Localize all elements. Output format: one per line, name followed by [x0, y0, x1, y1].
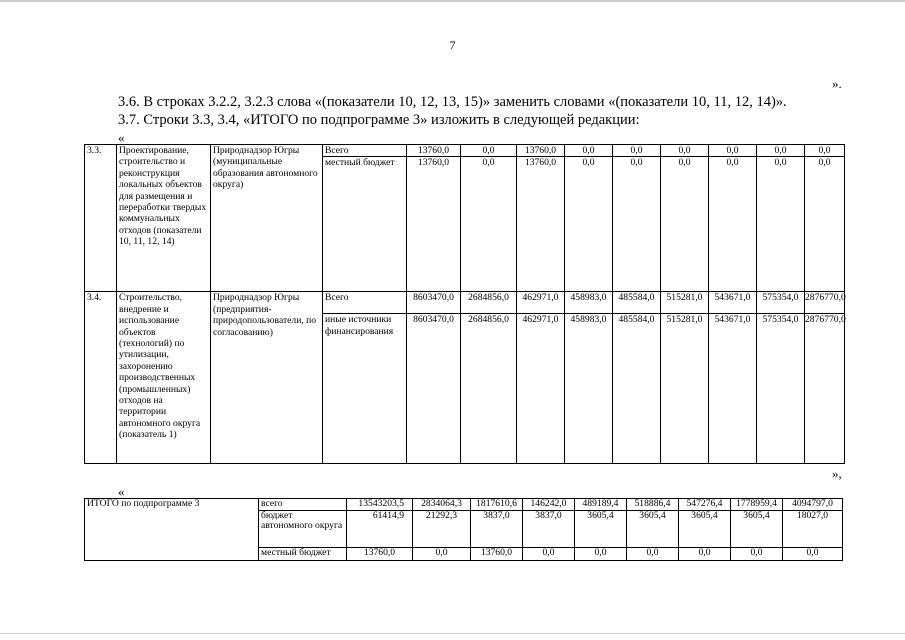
value-cell: 489189,4	[575, 499, 627, 511]
value-cell: 458983,0	[565, 292, 613, 314]
measure-name: Строительство, внедрение и использование объектов (технологий) по утилизации, захоронению производственных (промышленных) отходов на территории автономного округа (показатель 1)	[117, 292, 211, 464]
value-cell: 543671,0	[709, 314, 757, 464]
funding-source: иные источники финансирования	[323, 314, 407, 464]
value-cell: 515281,0	[661, 292, 709, 314]
value-cell: 2876770,0	[805, 292, 845, 314]
value-cell: 3837,0	[471, 510, 523, 547]
value-cell: 2684856,0	[461, 314, 517, 464]
value-cell: 2876770,0	[805, 314, 845, 464]
opening-quote: «	[118, 130, 125, 145]
table-row	[85, 499, 843, 511]
funding-source: Всего	[323, 292, 407, 314]
value-cell: 575354,0	[757, 292, 805, 314]
value-cell: 575354,0	[757, 314, 805, 464]
value-cell: 13760,0	[347, 547, 413, 560]
funding-source: местный бюджет	[259, 547, 347, 560]
value-cell: 3605,4	[679, 510, 731, 547]
value-cell: 485584,0	[613, 314, 661, 464]
value-cell: 0,0	[661, 157, 709, 292]
paragraph-3-7: 3.7. Строки 3.3, 3.4, «ИТОГО по подпрограмме 3» изложить в следующей редакции:	[118, 112, 640, 128]
table-subprogram-3-total	[84, 498, 843, 561]
table-row	[85, 145, 845, 157]
value-cell: 13760,0	[517, 157, 565, 292]
measure-name: Проектирование, строительство и реконструкция локальных объектов для размещения и переработки твердых коммунальных отходов (показатели 10, 11, 12, 14)	[117, 145, 211, 292]
value-cell: 0,0	[709, 157, 757, 292]
closing-quote: ».	[832, 76, 842, 91]
subprogram-total-title: ИТОГО по подпрограмме 3	[85, 499, 259, 561]
value-cell: 485584,0	[613, 292, 661, 314]
value-cell: 0,0	[565, 157, 613, 292]
value-cell: 21292,3	[413, 510, 471, 547]
funding-source: местный бюджет	[323, 157, 407, 292]
value-cell: 543671,0	[709, 292, 757, 314]
value-cell: 0,0	[613, 145, 661, 157]
value-cell: 3837,0	[523, 510, 575, 547]
funding-source: всего	[259, 499, 347, 511]
value-cell: 462971,0	[517, 292, 565, 314]
value-cell: 0,0	[757, 145, 805, 157]
value-cell: 2834064,3	[413, 499, 471, 511]
paragraph-3-6: 3.6. В строках 3.2.2, 3.2.3 слова «(показатели 10, 12, 13, 15)» заменить словами «(показатели 10, 11, 12, 14)».	[118, 94, 787, 110]
value-cell: 18027,0	[783, 510, 843, 547]
scan-bottom-edge	[0, 633, 905, 634]
value-cell: 0,0	[461, 145, 517, 157]
value-cell: 0,0	[757, 157, 805, 292]
row-number: 3.3.	[85, 145, 117, 292]
value-cell: 3605,4	[575, 510, 627, 547]
value-cell: 1817610,6	[471, 499, 523, 511]
value-cell: 13760,0	[517, 145, 565, 157]
value-cell: 0,0	[783, 547, 843, 560]
funding-source: Всего	[323, 145, 407, 157]
value-cell: 8603470,0	[407, 314, 461, 464]
value-cell: 462971,0	[517, 314, 565, 464]
value-cell: 518886,4	[627, 499, 679, 511]
value-cell: 1778959,4	[731, 499, 783, 511]
table-rows-3-3-3-4	[84, 144, 845, 464]
value-cell: 547276,4	[679, 499, 731, 511]
value-cell: 13760,0	[407, 145, 461, 157]
value-cell: 0,0	[805, 157, 845, 292]
value-cell: 458983,0	[565, 314, 613, 464]
value-cell: 0,0	[679, 547, 731, 560]
value-cell: 0,0	[805, 145, 845, 157]
responsible-executor: Природнадзор Югры (предприятия-природопользователи, по согласованию)	[211, 292, 323, 464]
value-cell: 3605,4	[627, 510, 679, 547]
value-cell: 13760,0	[471, 547, 523, 560]
value-cell: 0,0	[565, 145, 613, 157]
value-cell: 0,0	[731, 547, 783, 560]
table-row	[85, 292, 845, 314]
value-cell: 0,0	[627, 547, 679, 560]
value-cell: 0,0	[661, 145, 709, 157]
value-cell: 0,0	[613, 157, 661, 292]
value-cell: 2684856,0	[461, 292, 517, 314]
page-number: 7	[449, 38, 456, 52]
value-cell: 0,0	[709, 145, 757, 157]
value-cell: 0,0	[413, 547, 471, 560]
scan-top-edge	[0, 0, 905, 2]
value-cell: 3605,4	[731, 510, 783, 547]
value-cell: 0,0	[575, 547, 627, 560]
value-cell: 4094797,0	[783, 499, 843, 511]
funding-source: бюджет автономного округа	[259, 510, 347, 547]
responsible-executor: Природнадзор Югры (муниципальные образования автономного округа)	[211, 145, 323, 292]
value-cell: 13543203,5	[347, 499, 413, 511]
value-cell: 61414,9	[347, 510, 413, 547]
value-cell: 0,0	[523, 547, 575, 560]
opening-quote: «	[118, 484, 125, 499]
value-cell: 13760,0	[407, 157, 461, 292]
row-number: 3.4.	[85, 292, 117, 464]
value-cell: 515281,0	[661, 314, 709, 464]
value-cell: 8603470,0	[407, 292, 461, 314]
closing-quote: »,	[832, 466, 842, 481]
value-cell: 0,0	[461, 157, 517, 292]
value-cell: 146242,0	[523, 499, 575, 511]
